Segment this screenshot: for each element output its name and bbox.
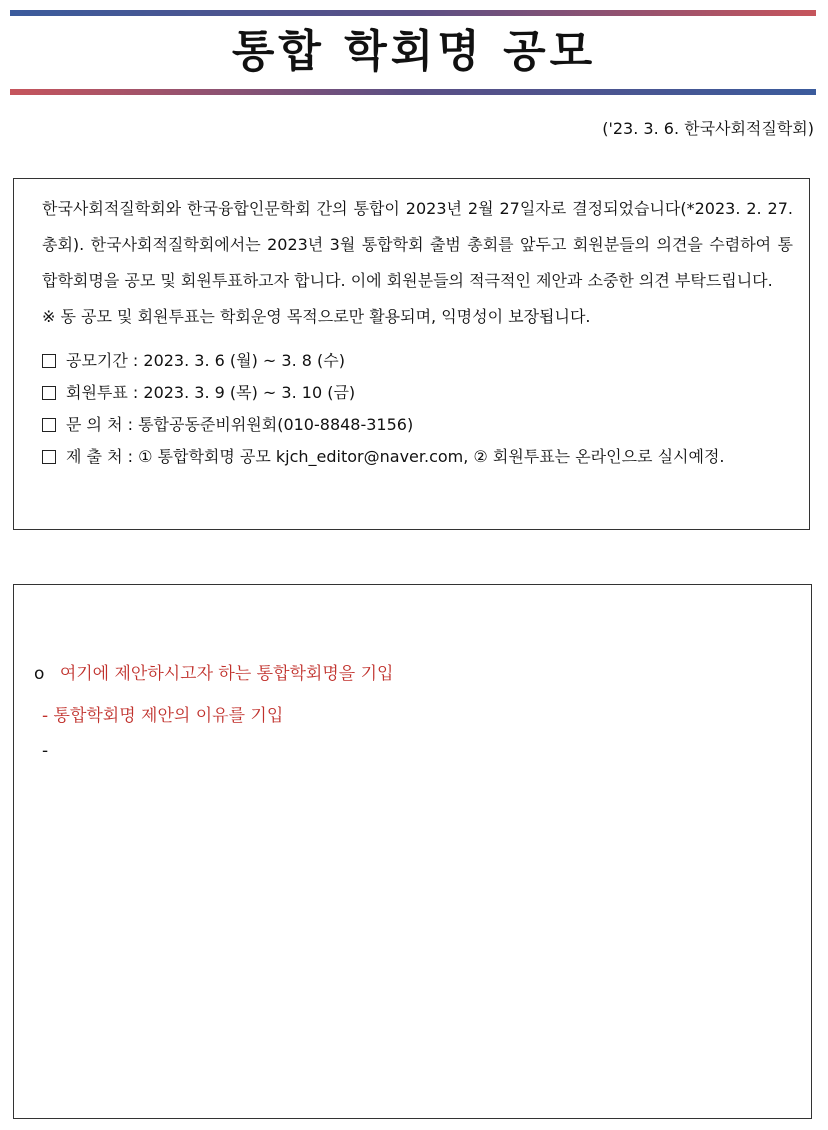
proposal-name-instruction: 여기에 제안하시고자 하는 통합학회명을 기입 [59,664,394,684]
checkbox-icon[interactable] [42,450,56,464]
notice-paragraph: 한국사회적질학회와 한국융합인문학회 간의 통합이 2023년 2월 27일자로 결정되었습니다(*2023. 2. 27. 총회). 한국사회적질학회에서는 2023년 3월 통합학회 출범 총회를 앞두고 회원분들의 의견을 수렴하여 통합학회명을 공모 및 회원투표하고자 합니다. 이에 회원분들의 적극적인 제안과 소중한 의견 부탁드립니다. [42,199,793,290]
privacy-note: ※ 동 공모 및 회원투표는 학회운영 목적으로만 활용되며, 익명성이 보장됩니다. [42,307,591,326]
info-item-label: 제 출 처 : ① 통합학회명 공모 kjch_editor@naver.com, ② 회원투표는 온라인으로 실시예정. [66,447,725,466]
proposal-form-box[interactable] [13,584,812,1119]
info-item-label: 문 의 처 : 통합공동준비위원회(010-8848-3156) [66,415,414,434]
info-list [42,345,793,473]
proposal-name-line[interactable] [34,659,393,684]
info-item-label: 공모기간 : 2023. 3. 6 (월) ~ 3. 8 (수) [66,351,345,370]
top-decorative-bar [10,10,816,16]
checkbox-icon[interactable] [42,418,56,432]
bullet-mark: o [34,664,45,684]
page-title: 통합 학회명 공모 [231,26,597,77]
announcement-date: ('23. 3. 6. 한국사회적질학회) [602,119,814,138]
info-item-contact [42,409,793,441]
proposal-reason-field[interactable]: - [42,741,49,761]
checkbox-icon[interactable] [42,386,56,400]
info-item-submit [42,441,793,473]
info-item-label: 회원투표 : 2023. 3. 9 (목) ~ 3. 10 (금) [66,383,356,402]
proposal-reason-instruction[interactable]: - 통합학회명 제안의 이유를 기입 [42,706,284,726]
info-item-period [42,345,793,377]
checkbox-icon[interactable] [42,354,56,368]
info-item-vote [42,377,793,409]
notice-box [13,178,810,530]
bottom-decorative-bar [10,89,816,95]
